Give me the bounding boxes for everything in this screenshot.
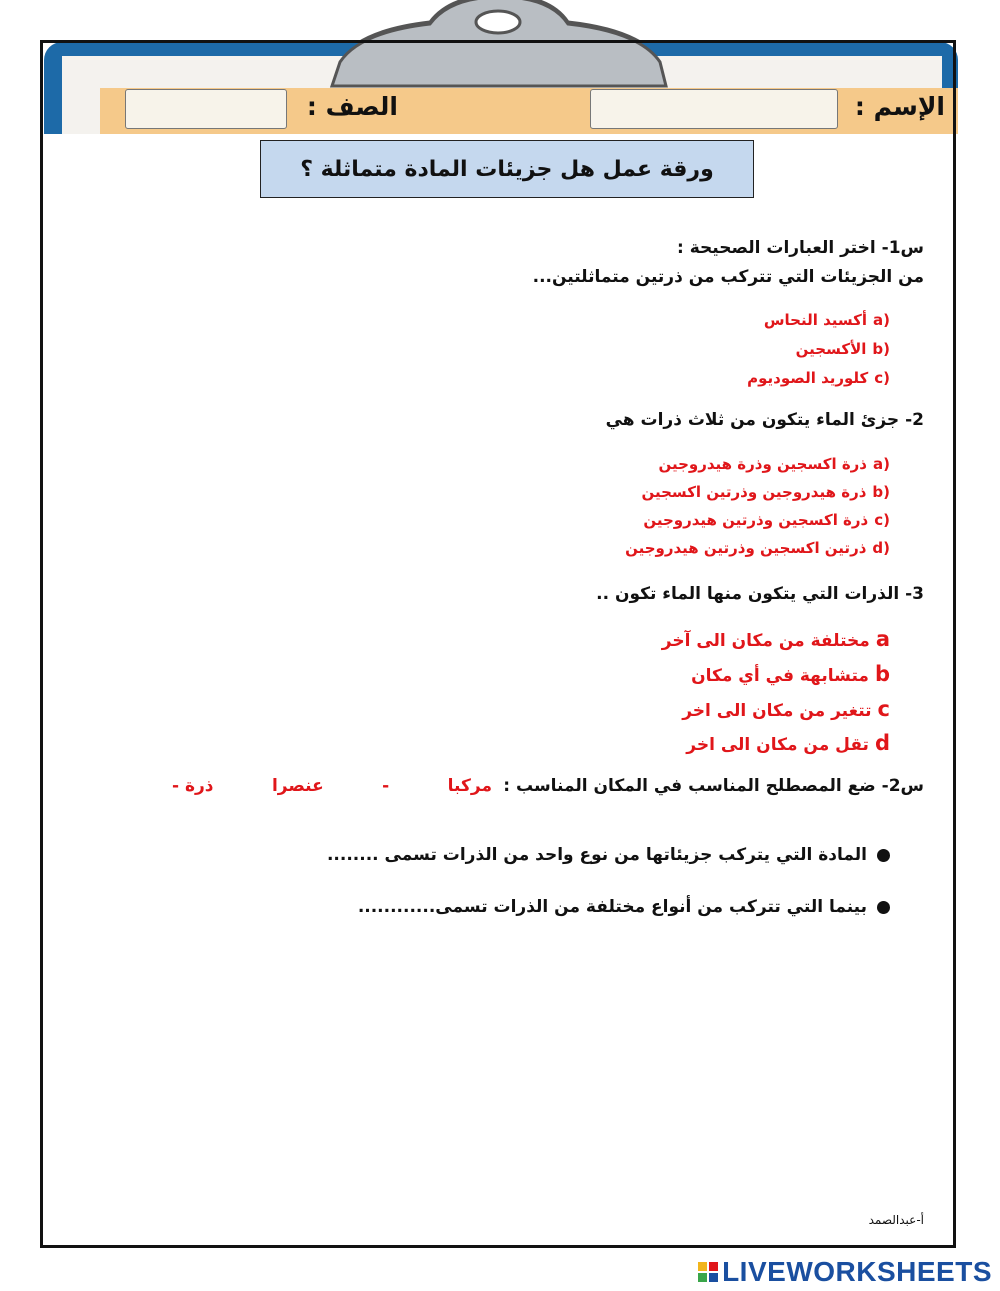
- q2-option-d[interactable]: d) ذرتين اكسجين وذرتين هيدروجين: [625, 539, 890, 557]
- term-element[interactable]: عنصرا: [271, 776, 324, 796]
- q3-stem: 3- الذرات التي يتكون منها الماء تكون ..: [596, 584, 924, 604]
- q4-heading: س2- ضع المصطلح المناسب في المكان المناسب :: [503, 776, 924, 796]
- q2-stem: 2- جزئ الماء يتكون من ثلاث ذرات هي: [605, 410, 924, 430]
- logo-grid-icon: [698, 1262, 718, 1282]
- term-compound[interactable]: مركبا: [447, 776, 492, 796]
- statement-2: بينما التي تتركب من أنواع مختلفة من الذرات تسمى............: [358, 897, 890, 917]
- q3-option-c[interactable]: c تتغير من مكان الى اخر: [682, 697, 890, 721]
- worksheet-title: ورقة عمل هل جزيئات المادة متماثلة ؟: [260, 140, 754, 198]
- q1-option-a[interactable]: a) أكسيد النحاس: [763, 311, 890, 329]
- q3-option-b[interactable]: b متشابهة في أي مكان: [691, 662, 890, 686]
- q3-option-a[interactable]: a مختلفة من مكان الى آخر: [661, 627, 890, 651]
- q3-option-d[interactable]: d تقل من مكان الى اخر: [686, 731, 890, 755]
- liveworksheets-logo: [698, 1256, 992, 1288]
- term-atom[interactable]: - ذرة: [172, 776, 214, 796]
- term-bank: [172, 776, 492, 796]
- bullet-icon: [877, 901, 890, 914]
- q2-option-a[interactable]: a) ذرة اكسجين وذرة هيدروجين: [658, 455, 890, 473]
- class-label: الصف :: [306, 92, 398, 121]
- q1-stem: من الجزيئات التي تتركب من ذرتين متماثلتين...: [532, 267, 924, 287]
- name-label: الإسم :: [854, 92, 945, 121]
- q1-option-b[interactable]: b) الأكسجين: [795, 340, 890, 358]
- q2-option-c[interactable]: c) ذرة اكسجين وذرتين هيدروجين: [643, 511, 890, 529]
- brand-text: LIVEWORKSHEETS: [722, 1256, 992, 1287]
- statement-1: المادة التي يتركب جزيئاتها من نوع واحد من الذرات تسمى ........: [327, 845, 890, 865]
- bullet-icon: [877, 849, 890, 862]
- term-separator: -: [382, 776, 390, 796]
- q1-heading: س1- اختر العبارات الصحيحة :: [677, 238, 924, 258]
- q2-option-b[interactable]: b) ذرة هيدروجين وذرتين اكسجين: [641, 483, 890, 501]
- q1-option-c[interactable]: c) كلوريد الصوديوم: [747, 369, 890, 387]
- teacher-signature: أ-عبدالصمد: [868, 1213, 924, 1227]
